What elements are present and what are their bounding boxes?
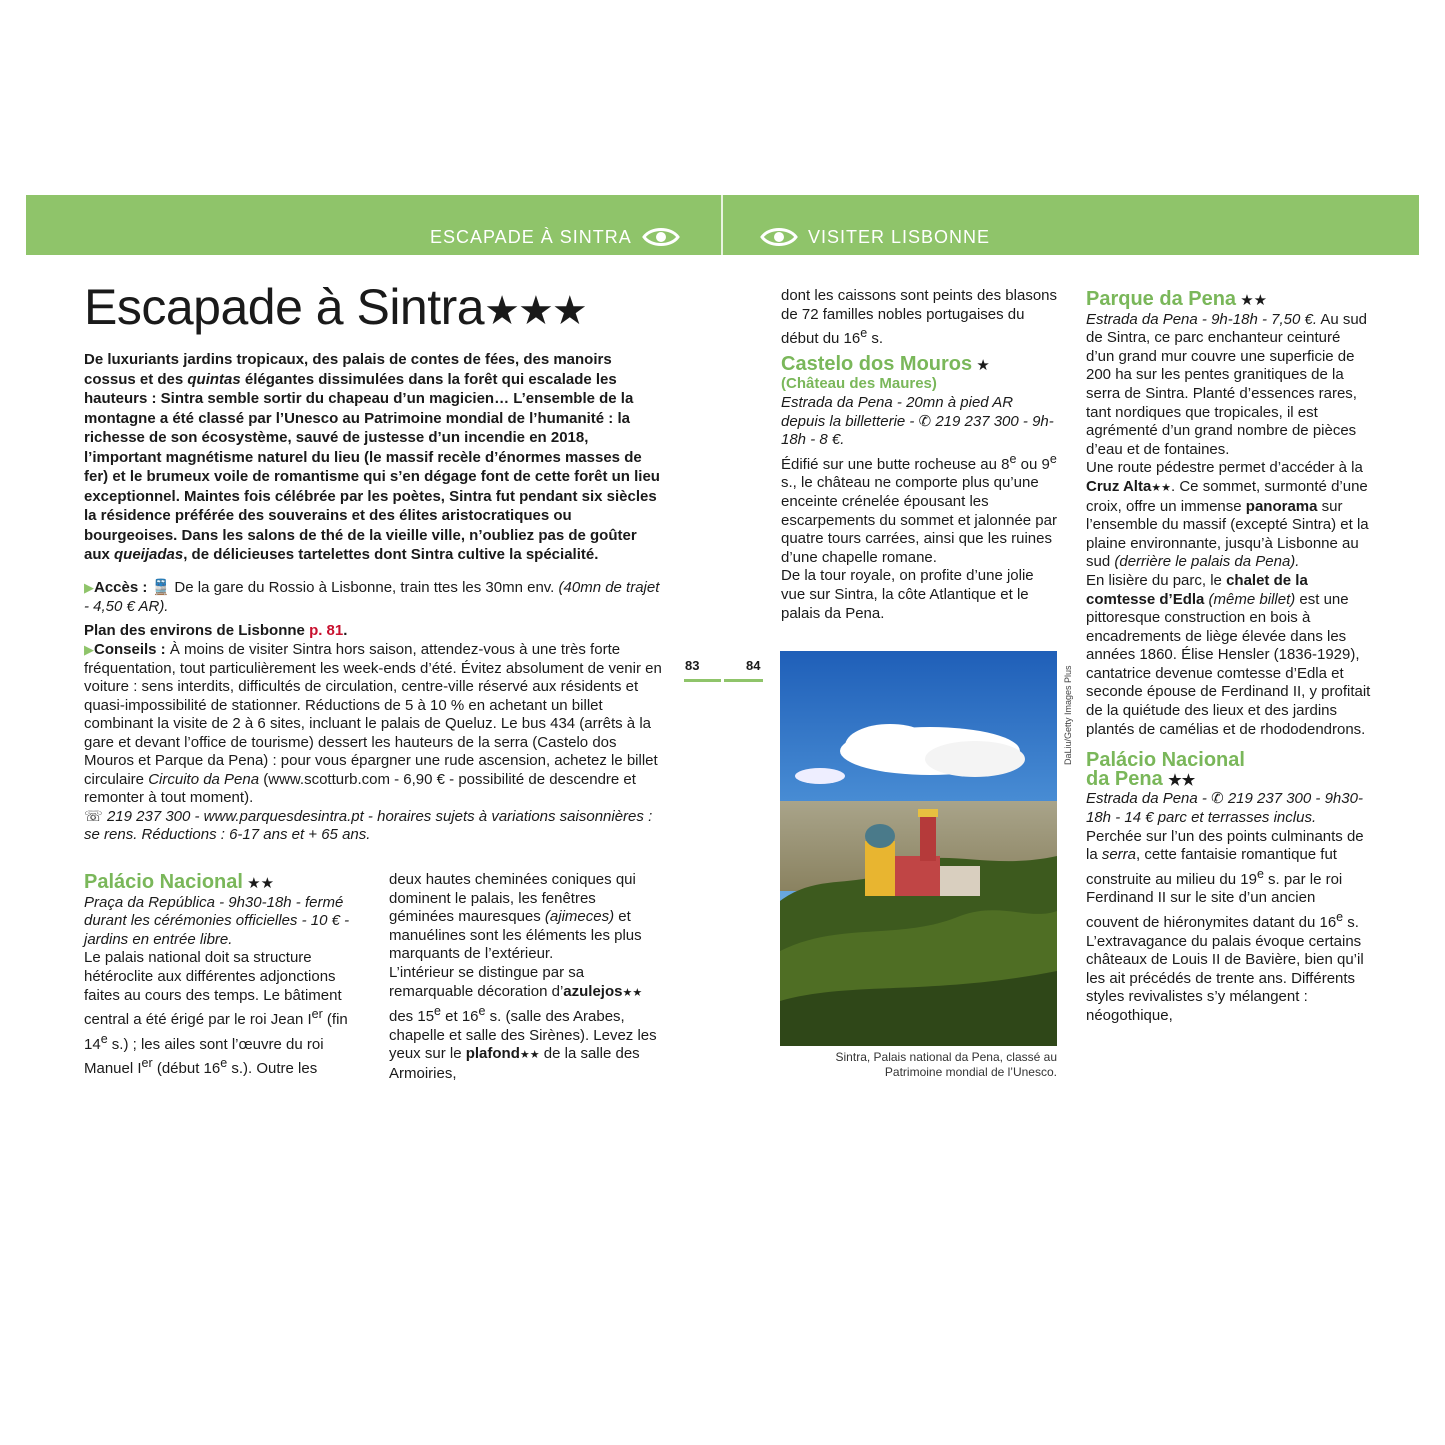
photo-caption: Sintra, Palais national da Pena, classé au Patrimoine mondial de l’Unesco. <box>835 1050 1057 1079</box>
pena-heading <box>1086 751 1371 790</box>
pena-body: Perchée sur l’un des points culminants de la <box>1086 827 1364 864</box>
chalet: chalet de la comtesse d’Edla <box>1086 571 1308 608</box>
parque-italic: (derrière le palais da Pena). <box>1114 553 1300 571</box>
palacio-body: s.). Outre les <box>227 1060 318 1078</box>
conseils-label: Conseils : <box>94 641 166 658</box>
pena-body: s. par le roi Ferdinand II sur le site d’un ancien couvent de hiéronymites datant du 16 <box>1086 870 1343 931</box>
sup: e <box>860 326 868 341</box>
sup: e <box>1049 451 1057 466</box>
pena-serra: serra <box>1101 846 1137 864</box>
parque-stars: ★★ <box>1240 292 1268 309</box>
castelo-body: Édifié sur une butte rocheuse au 8 <box>781 455 1010 473</box>
stars: ★★ <box>519 1049 540 1062</box>
intro-text: De luxuriants jardins tropicaux, des palais de contes de fées, des manoirs cossus et des <box>84 351 612 388</box>
castelo-column <box>781 287 1061 623</box>
panorama: panorama <box>1245 497 1318 515</box>
palacio-nacional-stars: ★★ <box>247 875 275 892</box>
photo-credit-text: DaLiu/Getty Images Plus <box>1063 665 1073 765</box>
palacio-col2-text: de la salle des Armoiries, <box>389 1045 640 1082</box>
palacio-col2-text: et 16 <box>441 1008 479 1026</box>
pena-heading-1: Palácio Nacional <box>1086 749 1245 772</box>
photo-credit <box>1063 655 1075 765</box>
stars: ★★ <box>622 986 643 999</box>
sup: e <box>478 1004 486 1019</box>
palacio-body: s.) ; les ailes sont l’œuvre du roi Manuel I <box>84 1035 324 1078</box>
castelo-body: s., le château ne comporte plus qu’une enceinte crénelée épousant les escarpements du sommet et jalonnée par quatre tours carrées, ainsi que les ruines d’une chapelle romane. <box>781 474 1057 566</box>
sup: e <box>1256 866 1264 881</box>
palacio-col2-text: des 15 <box>389 1008 435 1026</box>
plan-end: . <box>343 622 348 639</box>
cruz-alta: Cruz Alta <box>1086 477 1152 495</box>
palacio-nacional-col2 <box>389 871 664 1084</box>
plafond: plafond <box>465 1045 520 1063</box>
header-right <box>760 226 990 248</box>
eye-icon <box>760 226 798 248</box>
conseils-italic: Circuito da Pena <box>148 770 260 788</box>
phone-icon: ✆ <box>1211 790 1224 808</box>
chalet-italic: (même billet) <box>1204 590 1296 608</box>
header-left-label: ESCAPADE À SINTRA <box>430 226 632 247</box>
castelo-star: ★ <box>976 356 990 374</box>
header-divider <box>721 195 723 255</box>
castelo-subheading: (Château des Maures) <box>781 375 937 393</box>
parque-body: . Ce sommet, surmonté d’une croix, offre un immense <box>1086 477 1368 515</box>
header-right-label: VISITER LISBONNE <box>808 226 991 247</box>
page-title <box>84 278 586 336</box>
plan-page-link[interactable]: p. 81 <box>309 622 344 639</box>
sup: e <box>1336 910 1344 924</box>
sup: er <box>141 1056 153 1071</box>
castelo-lead: dont les caissons sont peints des blasons de 72 familles nobles portugaises du début du 16 <box>781 287 1057 348</box>
intro-paragraph <box>84 350 664 565</box>
palacio-nacional-heading: Palácio Nacional <box>84 871 243 893</box>
castelo-lead: s. <box>867 330 884 348</box>
pena-body: s. L’extravagance du palais évoque certains châteaux de Louis II de Bavière, bien qu’il les ait précédés de trente ans. Différents styles revivalistes s’y mélangent : néogothique, <box>1086 914 1364 1024</box>
palacio-ajimeces: (ajimeces) <box>544 908 615 926</box>
sintra-photo <box>780 651 1057 1046</box>
palacio-col2-text: et manuélines sont les éléments les plus marquants de l’extérieur. <box>389 908 642 963</box>
castelo-meta: Estrada da Pena - 20mn à pied AR depuis la billetterie - <box>781 393 1014 430</box>
conseils-text: À moins de visiter Sintra hors saison, attendez-vous à une très forte fréquentation, tout particulièrement les week-ends d’été. Évitez absolument de venir en voiture : sens interdits, difficultés de circulation, centre-ville réservé aux résidents et quasi-impossibilité de stationner. Réductions de 5 à 10 % en achetant un billet combinant la visite de 2 à 6 sites, incluant le palais de Queluz. Le bus 434 (arrêts à la gare et devant l’office de tourisme) dessert les hauteurs de la serra (Castelo dos Mouros et Parque da Pena) : pour vous épargner une rude ascension, achetez le billet circulaire <box>84 641 662 788</box>
page-number-right: 84 <box>746 658 761 673</box>
palacio-col2-text: L’intérieur se distingue par sa remarquable décoration d’ <box>389 963 585 1000</box>
parque-body: Une route pédestre permet d’accéder à la <box>1086 459 1363 477</box>
conseils-end: (www.scotturb.com - 6,90 € - possibilité de descendre et remonter à tout moment). <box>84 770 636 806</box>
title-stars: ★★★ <box>484 289 586 333</box>
palacio-body: (début 16 <box>152 1060 221 1078</box>
page-line-left <box>684 679 721 682</box>
parque-body: sur l’ensemble du massif (excepté Sintra) et la plaine environnante, jusqu’à Lisbonne au sud <box>1086 497 1369 571</box>
castelo-body: ou 9 <box>1016 455 1050 473</box>
pena-body: , cette fantaisie romantique fut construite au milieu du 19 <box>1086 846 1337 888</box>
parque-meta: Estrada da Pena - 9h-18h - 7,50 €. <box>1086 310 1317 328</box>
acces-label: Accès : <box>94 579 148 596</box>
plan-line <box>84 622 664 641</box>
acces-paragraph <box>84 579 664 616</box>
page-line-right <box>724 679 763 682</box>
parque-heading: Parque da Pena <box>1086 288 1237 310</box>
palacio-col2-text: deux hautes cheminées coniques qui dominent le palais, les fenêtres géminées mauresques <box>389 871 636 926</box>
sup: e <box>220 1056 228 1071</box>
sup: e <box>1009 451 1017 466</box>
train-icon: 🚆 <box>151 579 171 596</box>
plan-label: Plan des environs de Lisbonne <box>84 622 310 639</box>
azulejos: azulejos <box>563 982 623 1000</box>
castelo-phone: 219 237 300 - 9h-18h - 8 €. <box>781 412 1054 449</box>
acces-italic: (40mn de trajet - 4,50 € AR). <box>84 579 660 615</box>
intro-text: , de délicieuses tartelettes dont Sintra cultive la spécialité. <box>183 546 599 563</box>
palacio-body: (fin 14 <box>84 1011 348 1053</box>
intro-queijadas: queijadas <box>114 546 184 563</box>
castelo-heading: Castelo dos Mouros <box>781 352 973 375</box>
conseils-paragraph <box>84 641 664 845</box>
palacio-nacional-col1 <box>84 873 364 1079</box>
parque-body: Au sud de Sintra, ce parc enchanteur ceinturé d’un grand mur couvre une superficie de 200 ha sur les pentes granitiques de la serra de Sintra. Planté d’essences rares, tant nordiques que tropicales, il est agrémenté d’un grand nombre de pièces d’eau et de fontaines. <box>1086 310 1368 458</box>
header-left <box>430 226 680 248</box>
triangle-icon: ▶ <box>84 642 94 657</box>
pena-meta: Estrada da Pena - <box>1086 790 1212 808</box>
phone-icon: ✆ <box>918 412 932 430</box>
sup: er <box>311 1007 323 1022</box>
intro-text: élégantes dissimulées dans la forêt qui escalade les hauteurs : Sintra semble sortir du chapeau d’un magicien… L’ensemble de la montagne a été classé par l’Unesco au Patrimoine mondial de l’humanité : la richesse de son écosystème, sauvé de justesse d’un incendie en 2018, l’important magnétisme naturel du lieu (le massif recèle d’énormes masses de fer) et le brumeux voile de romantisme qui s’en dégage font de cette forêt un lieu exceptionnel. Maintes fois célébrée par les poètes, Sintra fut pendant six siècles la résidence préférée des souverains et des élites aristocratiques ou bourgeoises. Dans les salons de thé de la vieille ville, n’oubliez pas de goûter aux <box>84 370 660 563</box>
phone-icon: ☏ <box>84 807 103 825</box>
sup: e <box>100 1031 108 1046</box>
sup: e <box>434 1004 441 1019</box>
pena-meta: 219 237 300 - 9h30-18h - 14 € parc et terrasses inclus. <box>1086 790 1363 827</box>
castelo-body-2: De la tour royale, on profite d’une jolie vue sur Sintra, la côte Atlantique et le palais da Pena. <box>781 567 1034 622</box>
page-number-left: 83 <box>685 658 700 673</box>
parque-body: est une pittoresque construction en bois à encadrements de liège élevée dans les années 1860. Élise Hensler (1836-1929), cantatrice devenue comtesse d’Edla et seconde épouse de Ferdinand II, y profitait de la quiétude des lieux et des jardins plantés de camélias et de rhododendrons. <box>1086 590 1371 738</box>
palacio-body: Le palais national doit sa structure hétéroclite aux différentes adjonctions faites au cours des temps. Le bâtiment central a été érigé par le roi Jean I <box>84 949 342 1029</box>
triangle-icon: ▶ <box>84 580 94 595</box>
contact-line: 219 237 300 - www.parquesdesintra.pt - horaires sujets à variations saisonnières : se rens. Réductions : 6-17 ans et + 65 ans. <box>84 807 653 843</box>
acces-text: De la gare du Rossio à Lisbonne, train ttes les 30mn env. <box>170 579 559 596</box>
stars: ★★ <box>1151 481 1172 494</box>
pena-stars: ★★ <box>1168 771 1196 789</box>
palacio-nacional-meta: Praça da República - 9h30-18h - fermé durant les cérémonies officielles - 10 € - jardins en entrée libre. <box>84 893 350 948</box>
pena-palace-illustration <box>780 651 1057 1046</box>
pena-heading-2: da Pena <box>1086 767 1163 790</box>
palacio-col2-text: s. (salle des Arabes, chapelle et salle des Sirènes). Levez les yeux sur le <box>389 1008 657 1063</box>
parque-body: En lisière du parc, le <box>1086 571 1227 589</box>
intro-quintas: quintas <box>187 370 241 388</box>
eye-icon <box>642 226 680 248</box>
parque-column <box>1086 290 1371 1026</box>
page-title-text: Escapade à Sintra <box>84 279 485 335</box>
